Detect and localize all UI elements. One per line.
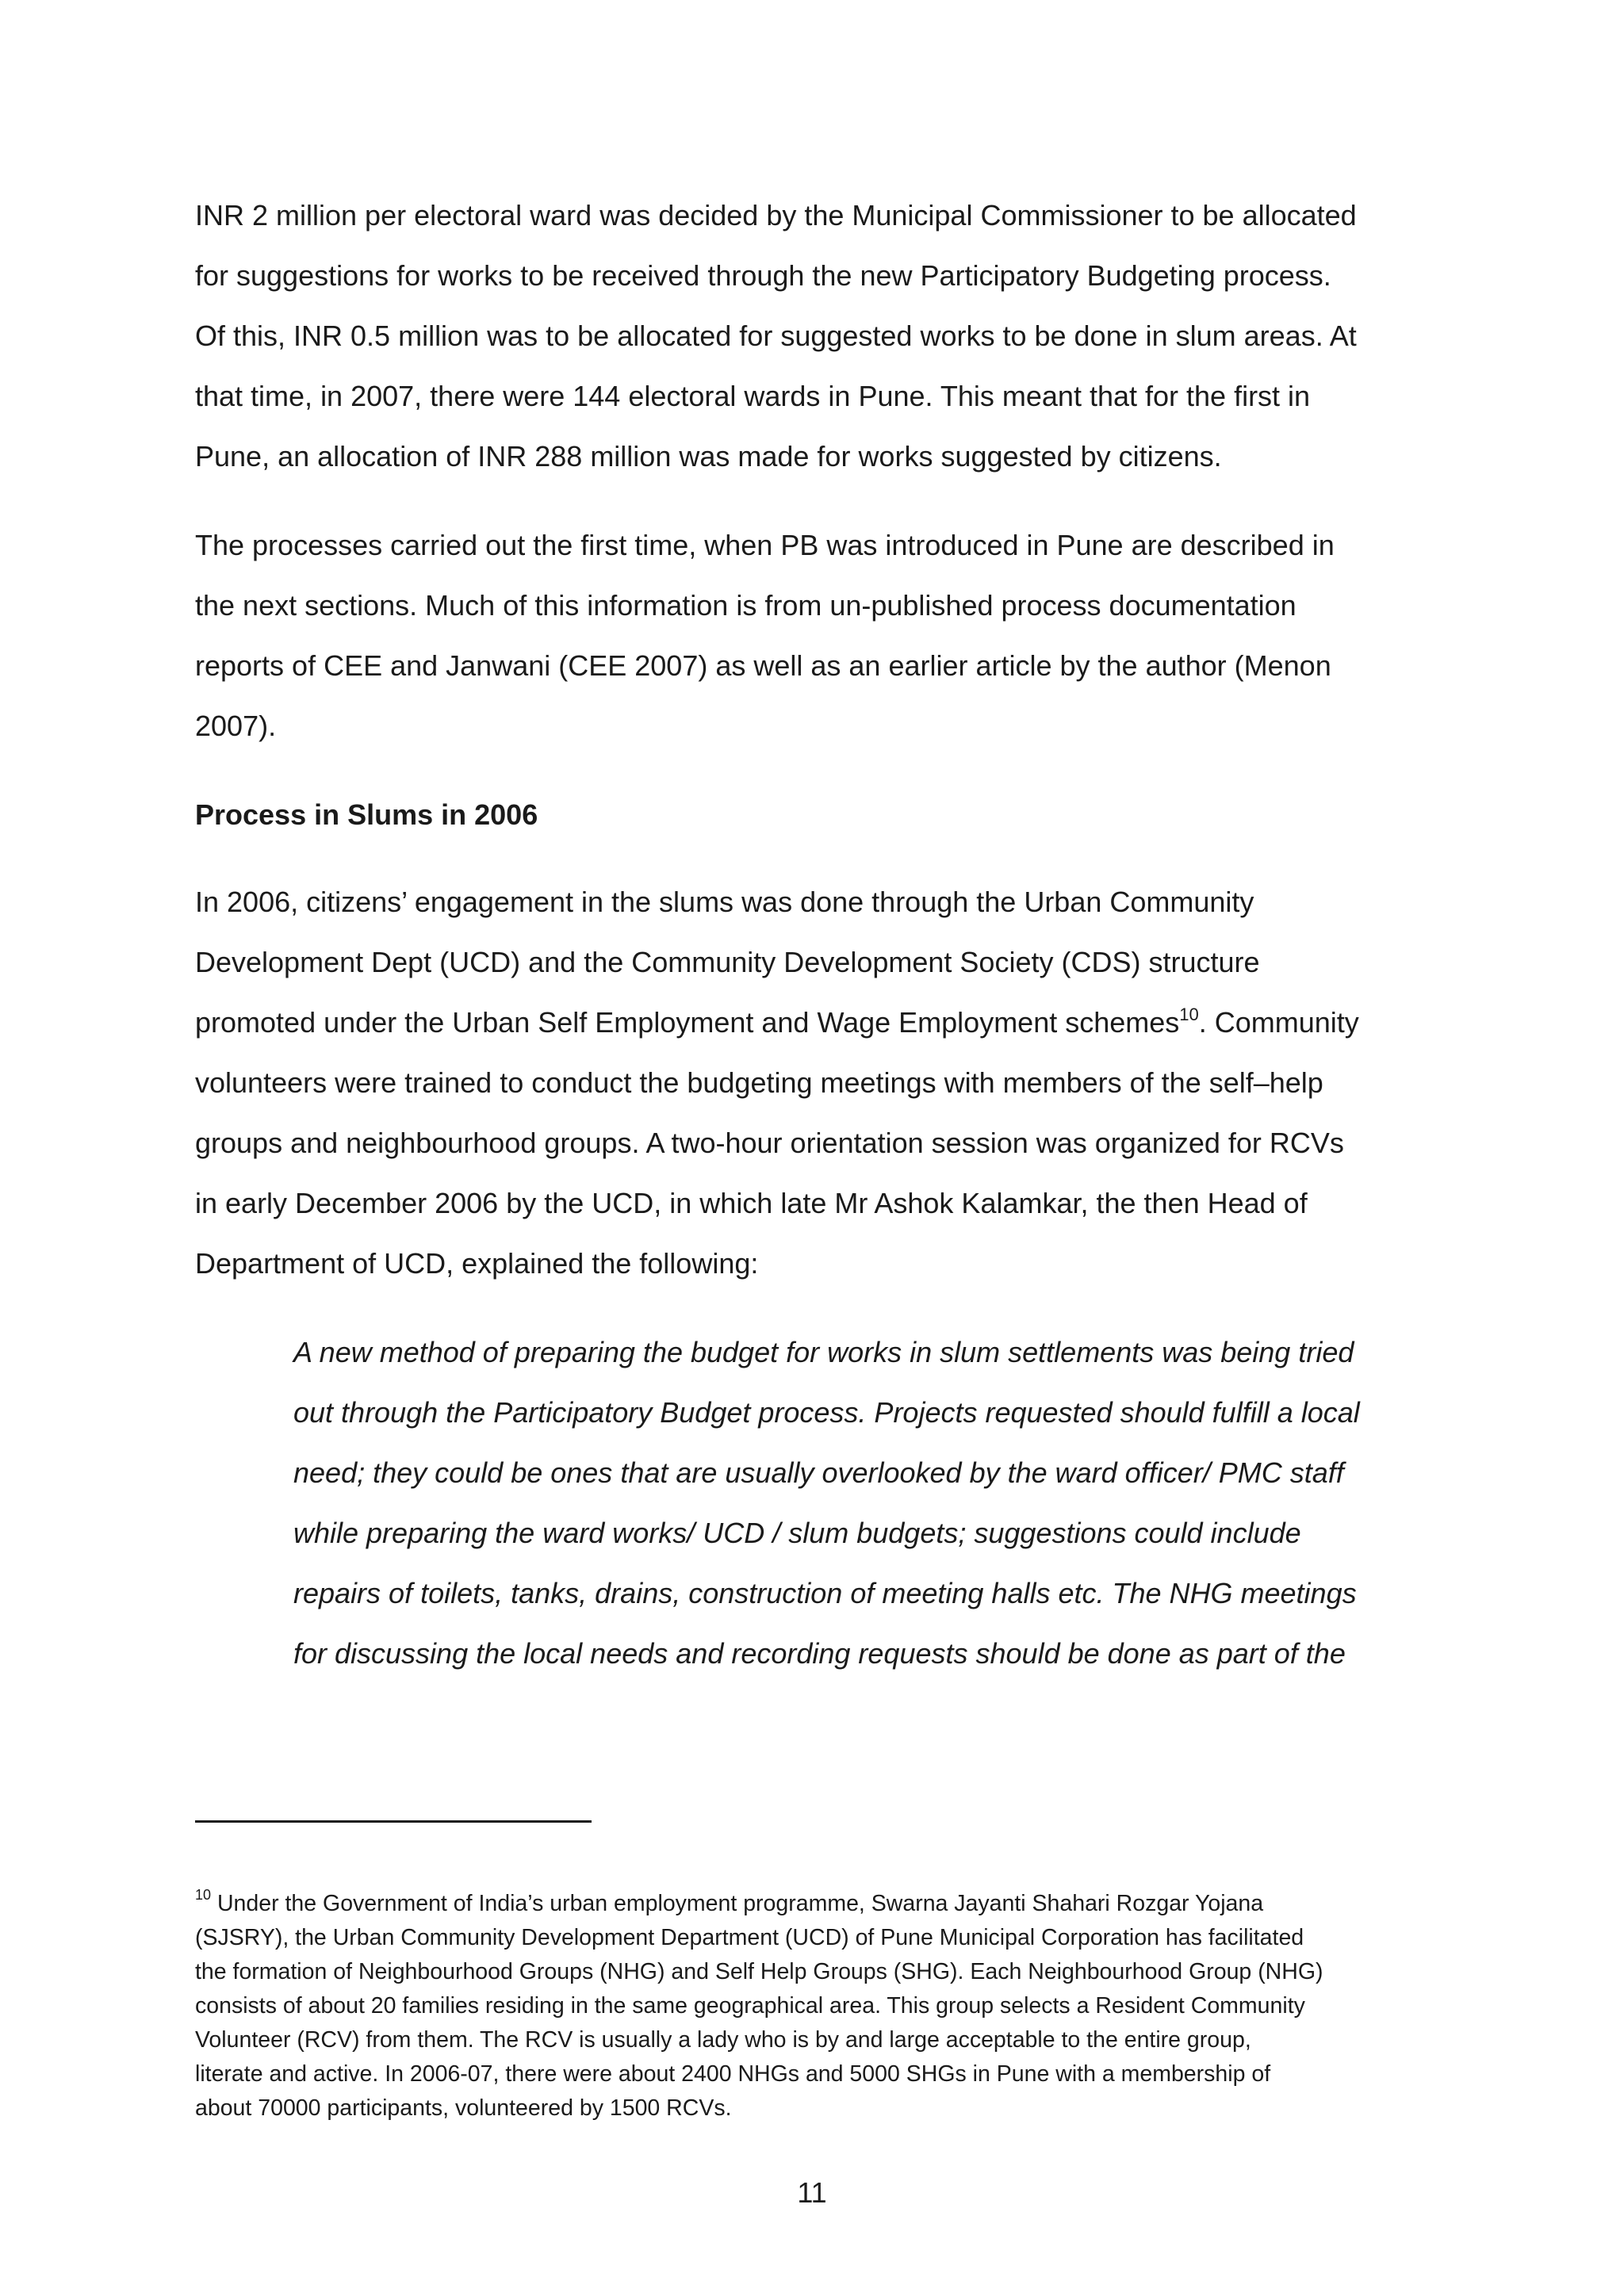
body-paragraph-1: [195, 186, 1448, 487]
page-number: 11: [797, 2176, 827, 2209]
footnote-divider: [195, 1820, 592, 1823]
paragraph-line: volunteers were trained to conduct the budgeting meetings with members of the self–help: [195, 1066, 1323, 1099]
footnote-line: Volunteer (RCV) from them. The RCV is usually a lady who is by and large acceptable to the entire group,: [195, 2027, 1251, 2053]
paragraph-line: 2007).: [195, 710, 277, 742]
footnote-reference[interactable]: 10: [1179, 1004, 1199, 1024]
footnote: [195, 1887, 1448, 2126]
paragraph-line: groups and neighbourhood groups. A two-hour orientation session was organized for RCVs: [195, 1127, 1344, 1159]
footnote-line: literate and active. In 2006-07, there were about 2400 NHGs and 5000 SHGs in Pune with a membership of: [195, 2061, 1271, 2087]
paragraph-line: for suggestions for works to be received through the new Participatory Budgeting process.: [195, 259, 1331, 292]
footnote-line: about 70000 participants, volunteered by 1500 RCVs.: [195, 2095, 732, 2121]
section-heading: Process in Slums in 2006: [195, 798, 538, 831]
paragraph-line: The processes carried out the first time, when PB was introduced in Pune are described in: [195, 529, 1335, 561]
paragraph-line-text: promoted under the Urban Self Employment and Wage Employment schemes: [195, 1006, 1180, 1039]
footnote-line-text: Under the Government of India’s urban employment programme, Swarna Jayanti Shahari Rozgar Yojana: [216, 1891, 1264, 1916]
paragraph-line: Pune, an allocation of INR 288 million was made for works suggested by citizens.: [195, 440, 1222, 473]
quote-line: repairs of toilets, tanks, drains, construction of meeting halls etc. The NHG meetings: [293, 1577, 1357, 1609]
paragraph-line: Department of UCD, explained the following:: [195, 1247, 759, 1280]
footnote-line: consists of about 20 families residing in the same geographical area. This group selects a Resident Community: [195, 1993, 1305, 2019]
footnote-line: the formation of Neighbourhood Groups (NHG) and Self Help Groups (SHG). Each Neighbourhood Group (NHG): [195, 1959, 1323, 1984]
quote-line: A new method of preparing the budget for works in slum settlements was being tried: [293, 1336, 1354, 1368]
body-paragraph-2: [195, 515, 1448, 756]
paragraph-line-tail: . Community: [1198, 1006, 1359, 1039]
paragraph-line-with-footnote: [195, 993, 1448, 1053]
paragraph-line: INR 2 million per electoral ward was decided by the Municipal Commissioner to be allocated: [195, 199, 1357, 232]
footnote-line: (SJSRY), the Urban Community Development Department (UCD) of Pune Municipal Corporation has facilitated: [195, 1925, 1304, 1950]
quote-line: out through the Participatory Budget process. Projects requested should fulfill a local: [293, 1396, 1360, 1429]
footnote-line: [195, 1887, 1448, 1921]
quote-line: while preparing the ward works/ UCD / slum budgets; suggestions could include: [293, 1517, 1301, 1549]
block-quote: [293, 1322, 1451, 1684]
paragraph-line: reports of CEE and Janwani (CEE 2007) as well as an earlier article by the author (Menon: [195, 649, 1331, 682]
paragraph-line: in early December 2006 by the UCD, in which late Mr Ashok Kalamkar, the then Head of: [195, 1187, 1308, 1219]
quote-line: need; they could be ones that are usually overlooked by the ward officer/ PMC staff: [293, 1456, 1344, 1489]
paragraph-line: that time, in 2007, there were 144 electoral wards in Pune. This meant that for the first in: [195, 380, 1311, 412]
footnote-marker: 10: [195, 1886, 212, 1903]
body-paragraph-3: [195, 872, 1448, 1294]
paragraph-line: In 2006, citizens’ engagement in the slums was done through the Urban Community: [195, 886, 1254, 918]
paragraph-line: Development Dept (UCD) and the Community Development Society (CDS) structure: [195, 946, 1260, 978]
paragraph-line: the next sections. Much of this information is from un-published process documentation: [195, 589, 1297, 622]
quote-line: for discussing the local needs and recording requests should be done as part of the: [293, 1637, 1346, 1670]
paragraph-line: Of this, INR 0.5 million was to be allocated for suggested works to be done in slum areas. At: [195, 320, 1357, 352]
